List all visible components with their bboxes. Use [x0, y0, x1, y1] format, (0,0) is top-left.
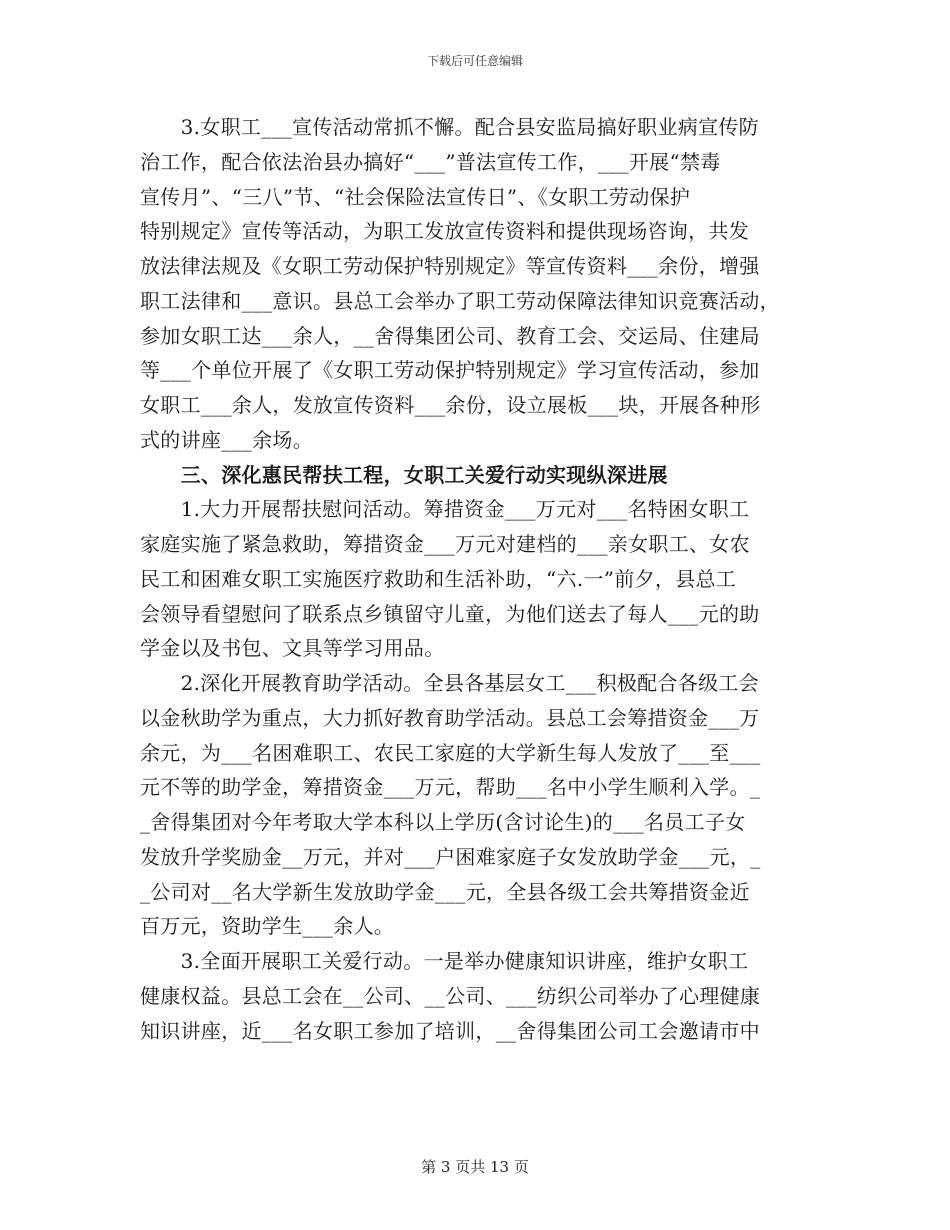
text-line: 3.全面开展职工关爱行动。一是举办健康知识讲座，维护女职工 [140, 949, 749, 973]
text-line: 女职工___余人，发放宣传资料___余份，设立展板___块，开展各种形 [140, 393, 761, 417]
text-line: 学金以及书包、文具等学习用品。 [140, 636, 445, 661]
text-line: 1.大力开展帮扶慰问活动。筹措资金___万元对___名特困女职工 [140, 497, 750, 522]
text-line: 家庭实施了紧急救助，筹措资金___万元对建档的___亲女职工、女农 [140, 532, 750, 556]
page-footer: 第 3 页共 13 页 [421, 1158, 529, 1176]
text-line: 参加女职工达___余人，__舍得集团公司、教育工会、交运局、住建局 [140, 323, 760, 348]
text-line: 余元，为___名困难职工、农民工家庭的大学新生每人发放了___至___ [140, 740, 761, 765]
text-line: 以金秋助学为重点，大力抓好教育助学活动。县总工会筹措资金___万 [140, 705, 760, 730]
text-line: 3.女职工___宣传活动常抓不懈。配合县安监局搞好职业病宣传防 [140, 115, 759, 139]
text-line: 会领导看望慰问了联系点乡镇留守儿童，为他们送去了每人___元的助 [140, 601, 760, 626]
text-line: 知识讲座，近___名女职工参加了培训，__舍得集团公司工会邀请市中 [140, 1018, 760, 1043]
text-line: 等___个单位开展了《女职工劳动保护特别规定》学习宣传活动，参加 [140, 358, 760, 383]
text-line: _公司对__名大学新生发放助学金___元，全县各级工会共筹措资金近 [140, 879, 750, 904]
text-line: 元不等的助学金，筹措资金___万元，帮助___名中小学生顺利入学。_ [140, 775, 761, 800]
text-line: 特别规定》宣传等活动，为职工发放宣传资料和提供现场咨询，共发 [140, 219, 749, 244]
text-line: 健康权益。县总工会在__公司、__公司、___纺织公司举办了心理健康 [140, 983, 761, 1008]
text-line: 治工作，配合依法治县办搞好“___”普法宣传工作，___开展“禁毒 [140, 149, 721, 174]
text-line: 职工法律和___意识。县总工会举办了职工劳动保障法律知识竞赛活动， [140, 288, 780, 313]
section-heading: 三、深化惠民帮扶工程，女职工关爱行动实现纵深进展 [140, 462, 668, 487]
document-body [140, 110, 820, 1048]
page-header: 下载后可任意编辑 [426, 54, 523, 68]
text-line: 百万元，资助学生___余人。 [140, 914, 395, 939]
text-line: 宣传月”、“三八”节、“社会保险法宣传日”、《女职工劳动保护 [140, 184, 691, 209]
text-line: 发放升学奖励金__万元，并对___户困难家庭子女发放助学金___元，_ [140, 844, 761, 869]
text-line: _舍得集团对今年考取大学本科以上学历(含讨论生)的___名员工子女 [140, 810, 746, 834]
text-line: 放法律法规及《女职工劳动保护特别规定》等宣传资料___余份，增强 [140, 254, 760, 278]
text-line: 式的讲座___余场。 [140, 427, 313, 452]
text-line: 2.深化开展教育助学活动。全县各基层女工___积极配合各级工会 [140, 671, 759, 695]
text-line: 民工和困难女职工实施医疗救助和生活补助，“六.一”前夕，县总工 [140, 566, 737, 591]
